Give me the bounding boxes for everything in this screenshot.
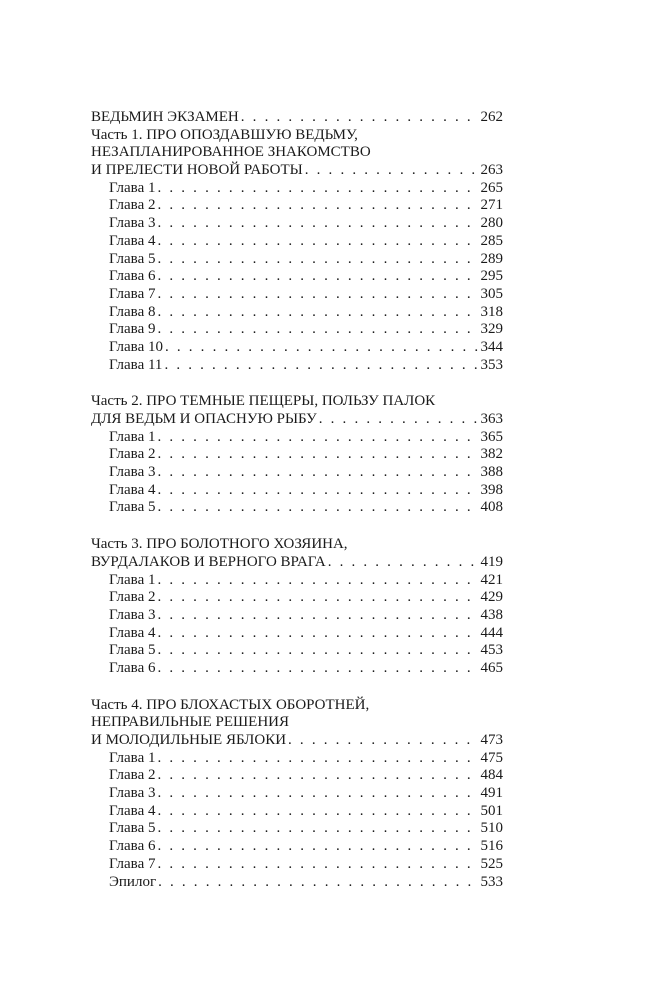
dot-leader [157,286,478,304]
entry-title: ВЕДЬМИН ЭКЗАМЕН [91,109,239,125]
chapter-entry [91,499,503,517]
chapter-page: 484 [480,767,503,784]
dot-leader [157,572,478,590]
chapter-entry [91,874,503,892]
chapter-page: 525 [480,855,503,872]
dot-leader [319,411,479,429]
chapter-entry [91,268,503,286]
chapter-entry [91,625,503,643]
chapter-page: 353 [480,356,503,373]
dot-leader [157,767,478,785]
dot-leader [157,321,478,339]
chapter-label: Глава 11 [109,356,163,373]
part-title-line [91,697,503,715]
chapter-page: 382 [480,446,503,463]
dot-leader [241,109,479,127]
chapter-entry [91,838,503,856]
chapter-entry [91,251,503,269]
chapter-entry [91,233,503,251]
chapter-entry [91,482,503,500]
dot-leader [157,838,478,856]
part-title-last-line [91,732,503,750]
chapter-page: 365 [480,428,503,445]
part-page: 363 [480,411,503,427]
chapter-entry [91,660,503,678]
part-title-text: ДЛЯ ВЕДЬМ И ОПАСНУЮ РЫБУ [91,411,317,427]
dot-leader [157,482,478,500]
part-title-text: НЕЗАПЛАНИРОВАННОЕ ЗНАКОМСТВО [91,144,371,161]
chapter-entry [91,215,503,233]
part-page: 473 [480,732,503,748]
dot-leader [164,357,478,375]
chapter-page: 305 [480,285,503,302]
chapter-page: 516 [480,838,503,855]
chapter-page: 329 [480,321,503,338]
dot-leader [157,660,478,678]
dot-leader [157,642,478,660]
chapter-entry [91,446,503,464]
chapter-entry [91,642,503,660]
section-gap [91,374,503,393]
part-title-text: Часть 2. ПРО ТЕМНЫЕ ПЕЩЕРЫ, ПОЛЬЗУ ПАЛОК [91,393,436,410]
part-title-text: Часть 4. ПРО БЛОХАСТЫХ ОБОРОТНЕЙ, [91,696,370,713]
chapter-label: Глава 6 [109,268,156,285]
chapter-label: Глава 4 [109,624,156,641]
chapter-entry [91,304,503,322]
chapter-entry [91,197,503,215]
chapter-label: Глава 3 [109,464,156,481]
chapter-label: Глава 3 [109,606,156,623]
chapter-entry [91,767,503,785]
dot-leader [157,251,478,269]
chapter-page: 388 [480,464,503,481]
chapter-label: Глава 4 [109,802,156,819]
part-title-text: ВУРДАЛАКОВ И ВЕРНОГО ВРАГА [91,553,326,570]
chapter-label: Глава 6 [109,838,156,855]
part-title-text: Часть 1. ПРО ОПОЗДАВШУЮ ВЕДЬМУ, [91,126,358,143]
part-title-text: Часть 3. ПРО БОЛОТНОГО ХОЗЯИНА, [91,536,348,553]
chapter-page: 271 [480,197,503,214]
section-gap [91,517,503,536]
chapter-page: 438 [480,606,503,623]
chapter-entry [91,856,503,874]
chapter-page: 408 [480,499,503,516]
dot-leader [305,162,479,180]
chapter-page: 265 [480,179,503,196]
chapter-label: Глава 1 [109,179,156,196]
chapter-entry [91,820,503,838]
chapter-label: Эпилог [109,873,157,890]
chapter-label: Глава 9 [109,321,156,338]
chapter-label: Глава 5 [109,820,156,837]
dot-leader [328,554,479,572]
part-title-line [91,536,503,554]
part-title-text: НЕПРАВИЛЬНЫЕ РЕШЕНИЯ [91,714,290,731]
chapter-entry [91,464,503,482]
chapter-label: Глава 3 [109,215,156,232]
chapter-page: 510 [480,820,503,837]
dot-leader [158,874,478,892]
dot-leader [157,464,478,482]
chapter-entry [91,785,503,803]
part-title-line [91,714,503,732]
dot-leader [157,429,478,447]
part-page: 263 [480,162,503,179]
part-page: 419 [480,553,503,570]
chapter-label: Глава 2 [109,589,156,606]
part-title-last-line [91,411,503,429]
chapter-label: Глава 4 [109,232,156,249]
chapter-entry [91,607,503,625]
chapter-page: 501 [480,802,503,819]
dot-leader [157,180,478,198]
dot-leader [157,446,478,464]
chapter-entry [91,339,503,357]
chapter-page: 280 [480,215,503,232]
chapter-entry [91,286,503,304]
dot-leader [157,750,478,768]
chapter-label: Глава 2 [109,197,156,214]
dot-leader [157,625,478,643]
dot-leader [157,304,478,322]
chapter-page: 318 [480,303,503,320]
chapter-label: Глава 1 [109,571,156,588]
chapter-label: Глава 5 [109,642,156,659]
dot-leader [157,785,478,803]
dot-leader [157,803,478,821]
chapter-label: Глава 3 [109,785,156,802]
chapter-label: Глава 10 [109,338,163,355]
chapter-page: 453 [480,642,503,659]
table-of-contents [91,109,503,891]
section-gap [91,678,503,697]
part-title-last-line [91,554,503,572]
chapter-page: 429 [480,589,503,606]
dot-leader [157,197,478,215]
dot-leader [157,215,478,233]
dot-leader [157,607,478,625]
dot-leader [288,732,478,750]
chapter-entry [91,321,503,339]
chapter-page: 533 [480,873,503,890]
chapter-label: Глава 5 [109,499,156,516]
chapter-page: 491 [480,785,503,802]
part-title-line [91,393,503,411]
part-title-last-line [91,162,503,180]
part-title-text: И ПРЕЛЕСТИ НОВОЙ РАБОТЫ [91,162,303,179]
entry-page: 262 [480,109,503,125]
chapter-label: Глава 1 [109,749,156,766]
chapter-page: 285 [480,232,503,249]
dot-leader [157,233,478,251]
chapter-page: 398 [480,481,503,498]
dot-leader [157,499,478,517]
chapter-page: 475 [480,749,503,766]
part-title-line [91,144,503,162]
chapter-label: Глава 2 [109,767,156,784]
chapter-page: 421 [480,571,503,588]
chapter-label: Глава 7 [109,855,156,872]
dot-leader [157,589,478,607]
dot-leader [157,820,478,838]
chapter-label: Глава 2 [109,446,156,463]
chapter-label: Глава 5 [109,250,156,267]
chapter-page: 295 [480,268,503,285]
chapter-entry [91,803,503,821]
chapter-entry [91,589,503,607]
chapter-entry [91,357,503,375]
chapter-label: Глава 7 [109,285,156,302]
chapter-page: 344 [480,338,503,355]
chapter-page: 444 [480,624,503,641]
dot-leader [165,339,479,357]
chapter-entry [91,572,503,590]
part-title-text: И МОЛОДИЛЬНЫЕ ЯБЛОКИ [91,732,287,748]
part-title-line [91,127,503,145]
chapter-label: Глава 6 [109,659,156,676]
chapter-entry [91,180,503,198]
toc-entry-title [91,109,503,127]
dot-leader [157,268,478,286]
chapter-label: Глава 8 [109,303,156,320]
chapter-page: 465 [480,659,503,676]
chapter-entry [91,750,503,768]
chapter-label: Глава 4 [109,481,156,498]
chapter-page: 289 [480,250,503,267]
chapter-label: Глава 1 [109,428,156,445]
dot-leader [157,856,478,874]
chapter-entry [91,429,503,447]
